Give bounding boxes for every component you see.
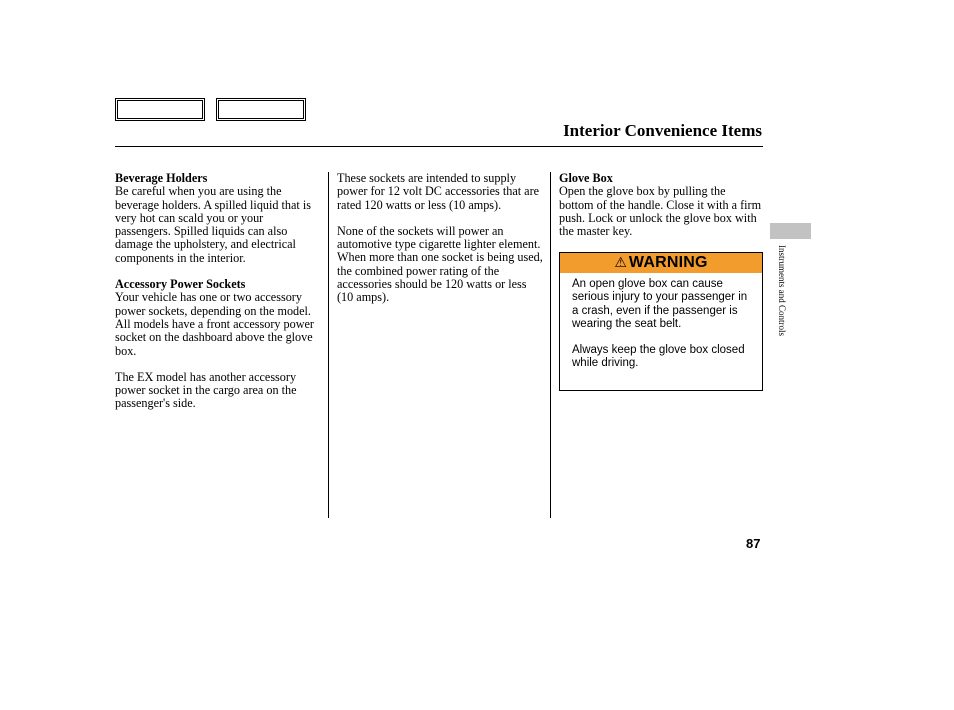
page-number: 87: [746, 536, 761, 551]
title-rule: [115, 146, 763, 147]
warning-body: [560, 273, 762, 371]
nav-button-previous[interactable]: [115, 98, 205, 121]
column-2: [337, 172, 545, 305]
beverage-text: Be careful when you are using the beverage holders. A spilled liquid that is very hot can scald you or your passengers. Spilled liquids can also damage the upholstery, and electrical components in the interior.: [115, 184, 311, 265]
sockets-text-1: Your vehicle has one or two accessory power sockets, depending on the model. All models have a front accessory power socket on the dashboard above the glove box.: [115, 290, 314, 358]
warning-box: [559, 252, 763, 391]
warning-header: [560, 253, 762, 273]
section-tab-marker: [770, 223, 811, 239]
column-3: [559, 172, 763, 238]
sockets-para-2: None of the sockets will power an automotive type cigarette lighter element. When more than one socket is being used, the combined power rating of the accessories should be 120 watts or less (10 amps).: [337, 223, 543, 305]
column-divider: [550, 172, 551, 518]
page-title: Interior Convenience Items: [563, 121, 762, 140]
column-divider: [328, 172, 329, 518]
warning-label: WARNING: [628, 254, 708, 271]
nav-button-next[interactable]: [216, 98, 306, 121]
column-1: [115, 172, 320, 411]
warning-triangle-icon: ⚠: [614, 255, 627, 271]
sockets-para-1: These sockets are intended to supply power for 12 volt DC accessories that are rated 120 watts or less (10 amps).: [337, 171, 540, 212]
beverage-heading: Beverage Holders: [115, 171, 208, 185]
warning-text-1: An open glove box can cause serious injury to your passenger in a crash, even if the passenger is wearing the seat belt.: [572, 278, 748, 330]
sockets-heading: Accessory Power Sockets: [115, 277, 246, 292]
glovebox-heading: Glove Box: [559, 171, 613, 185]
sockets-text-2: The EX model has another accessory power socket in the cargo area on the passenger's side.: [115, 369, 297, 411]
section-side-label: Instruments and Controls: [777, 245, 787, 336]
glovebox-text: Open the glove box by pulling the bottom of the handle. Close it with a firm push. Lock or unlock the glove box with the master key.: [559, 184, 762, 239]
warning-text-2: Always keep the glove box closed while driving.: [572, 344, 745, 370]
